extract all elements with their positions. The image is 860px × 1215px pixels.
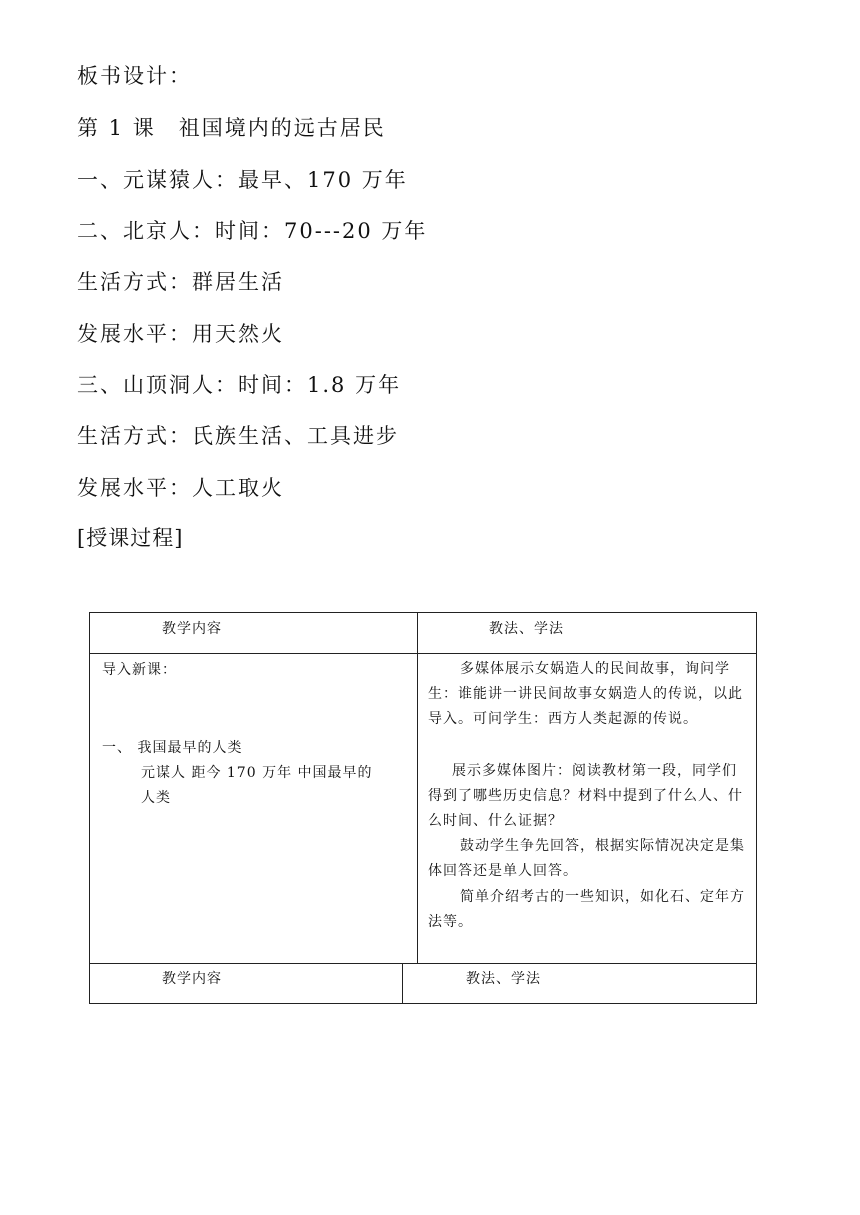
table-column-divider xyxy=(417,613,418,963)
item-yuanmou: 一、元谋猿人：最早、170 万年 xyxy=(77,168,408,192)
item-shandingdong-dev: 发展水平：人工取火 xyxy=(77,476,284,500)
lesson-title: 第 1 课 祖国境内的远古居民 xyxy=(77,116,386,140)
section-earliest-humans: 一、 我国最早的人类 xyxy=(102,740,243,756)
table-header-divider xyxy=(90,653,756,654)
table-footer-column-divider xyxy=(402,963,403,1004)
process-heading: [授课过程] xyxy=(77,526,184,550)
yuanmou-detail-line2: 人类 xyxy=(141,790,171,806)
footer-teaching-method: 教法、学法 xyxy=(466,971,541,987)
method-paragraph-4: 简单介绍考古的一些知识，如化石、定年方法等。 xyxy=(428,889,745,930)
header-teaching-content: 教学内容 xyxy=(162,621,222,637)
footer-teaching-content: 教学内容 xyxy=(162,971,222,987)
method-paragraph-1: 多媒体展示女娲造人的民间故事，询问学生：谁能讲一讲民间故事女娲造人的传说，以此导入。可问学生：西方人类起源的传说。 xyxy=(428,661,743,727)
method-paragraph-2: 展示多媒体图片：阅读教材第一段，同学们得到了哪些历史信息？材料中提到了什么人、什么时间、什么证据？ xyxy=(428,763,743,829)
item-beijing-dev: 发展水平：用天然火 xyxy=(77,322,284,346)
yuanmou-detail-line1: 元谋人 距今 170 万年 中国最早的 xyxy=(141,765,373,781)
item-shandingdong-life: 生活方式：氏族生活、工具进步 xyxy=(77,424,399,448)
board-title: 板书设计： xyxy=(77,64,192,88)
item-beijing-life: 生活方式：群居生活 xyxy=(77,270,284,294)
table-footer-divider xyxy=(90,963,756,964)
item-beijing: 二、北京人：时间：70---20 万年 xyxy=(77,219,428,243)
item-shandingdong: 三、山顶洞人：时间：1.8 万年 xyxy=(77,373,402,397)
method-paragraph-3: 鼓动学生争先回答，根据实际情况决定是集体回答还是单人回答。 xyxy=(428,838,745,879)
header-teaching-method: 教法、学法 xyxy=(489,621,564,637)
intro-label: 导入新课： xyxy=(102,662,177,678)
lesson-table xyxy=(89,612,757,1004)
